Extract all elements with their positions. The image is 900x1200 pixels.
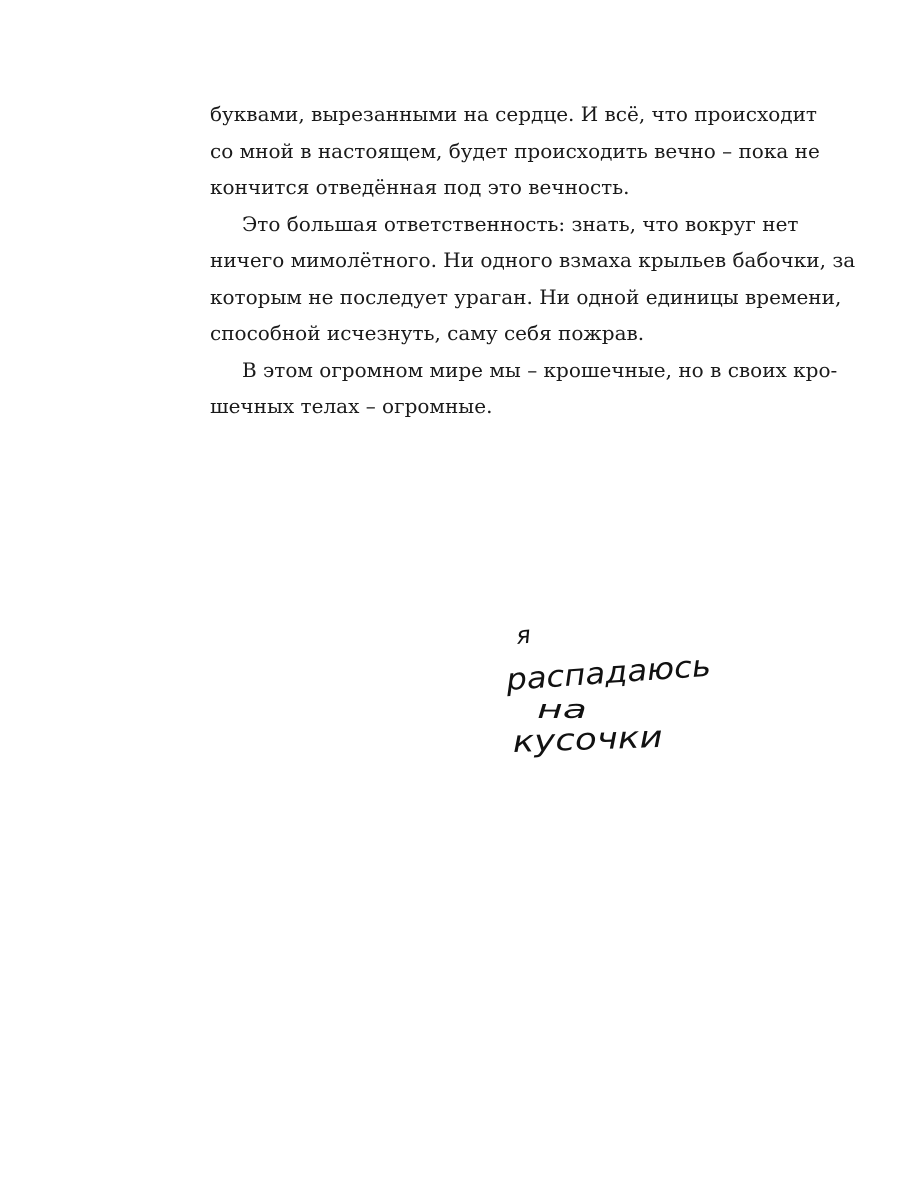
text-line: способной исчезнуть, саму себя пожрав. (210, 321, 645, 345)
text-line: со мной в настоящем, будет происходить вечно – пока не (210, 138, 820, 163)
paragraph-first-line: В этом огромном мире мы – крошечные, но в своих кро- (242, 357, 838, 382)
handwritten-word: кусочки (512, 720, 640, 760)
handwritten-note (495, 618, 725, 768)
handwritten-word: распадаюсь (505, 649, 698, 698)
text-line: которым не последует ураган. Ни одной единицы времени, (210, 284, 842, 309)
text-line: буквами, вырезанными на сердце. И всё, что происходит (210, 102, 817, 126)
body-text (210, 96, 856, 425)
paragraph-first-line: Это большая ответственность: знать, что вокруг нет (242, 211, 799, 236)
handwritten-word: на (537, 695, 587, 725)
text-line: шечных телах – огромные. (210, 394, 493, 418)
text-line: кончится отведённая под это вечность. (210, 175, 630, 199)
handwritten-word: я (514, 620, 532, 650)
text-line: ничего мимолётного. Ни одного взмаха крыльев бабочки, за (210, 248, 856, 272)
